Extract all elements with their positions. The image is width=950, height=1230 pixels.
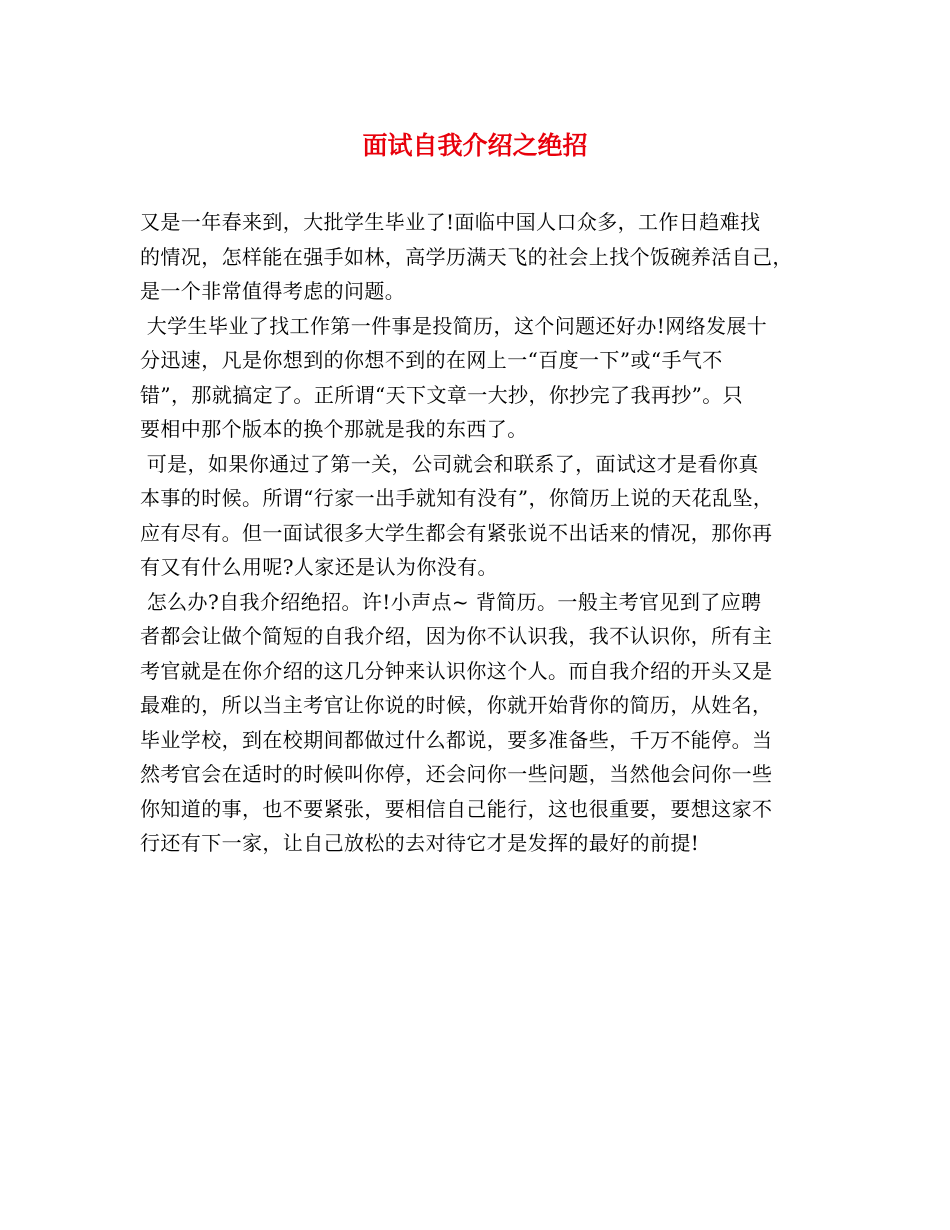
body-line: 怎么办?自我介绍绝招。许!小声点~ 背简历。一般主考官见到了应聘 [140,589,762,614]
body-line: 大学生毕业了找工作第一件事是投简历，这个问题还好办!网络发展十 [140,313,768,338]
body-line: 然考官会在适时的时候叫你停，还会问你一些问题，当然他会问你一些 [140,762,773,786]
body-line: 又是一年春来到，大批学生毕业了!面临中国人口众多，工作日趋难找 [140,210,761,234]
body-line: 是一个非常值得考虑的问题。 [140,279,406,303]
document-title: 面试自我介绍之绝招 [362,131,588,160]
document-body [140,205,820,861]
body-line: 你知道的事，也不要紧张，要相信自己能行，这也很重要，要想这家不 [140,796,773,821]
body-line: 本事的时候。所谓“行家一出手就知有没有”，你简历上说的天花乱坠， [140,486,774,510]
body-line: 要相中那个版本的换个那就是我的东西了。 [140,417,528,441]
body-line: 分迅速，凡是你想到的你想不到的在网上一“百度一下”或“手气不 [140,348,723,372]
body-line: 毕业学校，到在校期间都做过什么都说，要多准备些，千万不能停。当 [140,727,773,752]
body-line: 考官就是在你介绍的这几分钟来认识你这个人。而自我介绍的开头又是 [140,658,773,683]
body-line: 应有尽有。但一面试很多大学生都会有紧张说不出话来的情况，那你再 [140,520,773,545]
body-line: 有又有什么用呢?人家还是认为你没有。 [140,555,498,579]
body-line: 最难的，所以当主考官让你说的时候，你就开始背你的简历，从姓名， [140,693,773,717]
body-line: 的情况，怎样能在强手如林，高学历满天飞的社会上找个饭碗养活自己， [140,244,793,269]
body-line: 者都会让做个简短的自我介绍，因为你不认识我，我不认识你，所有主 [140,624,773,648]
body-line: 可是，如果你通过了第一关，公司就会和联系了，面试这才是看你真 [140,451,759,476]
body-line: 行还有下一家，让自己放松的去对待它才是发挥的最好的前提! [140,831,700,855]
body-line: 错”，那就搞定了。正所谓“天下文章一大抄，你抄完了我再抄”。只 [140,382,744,407]
